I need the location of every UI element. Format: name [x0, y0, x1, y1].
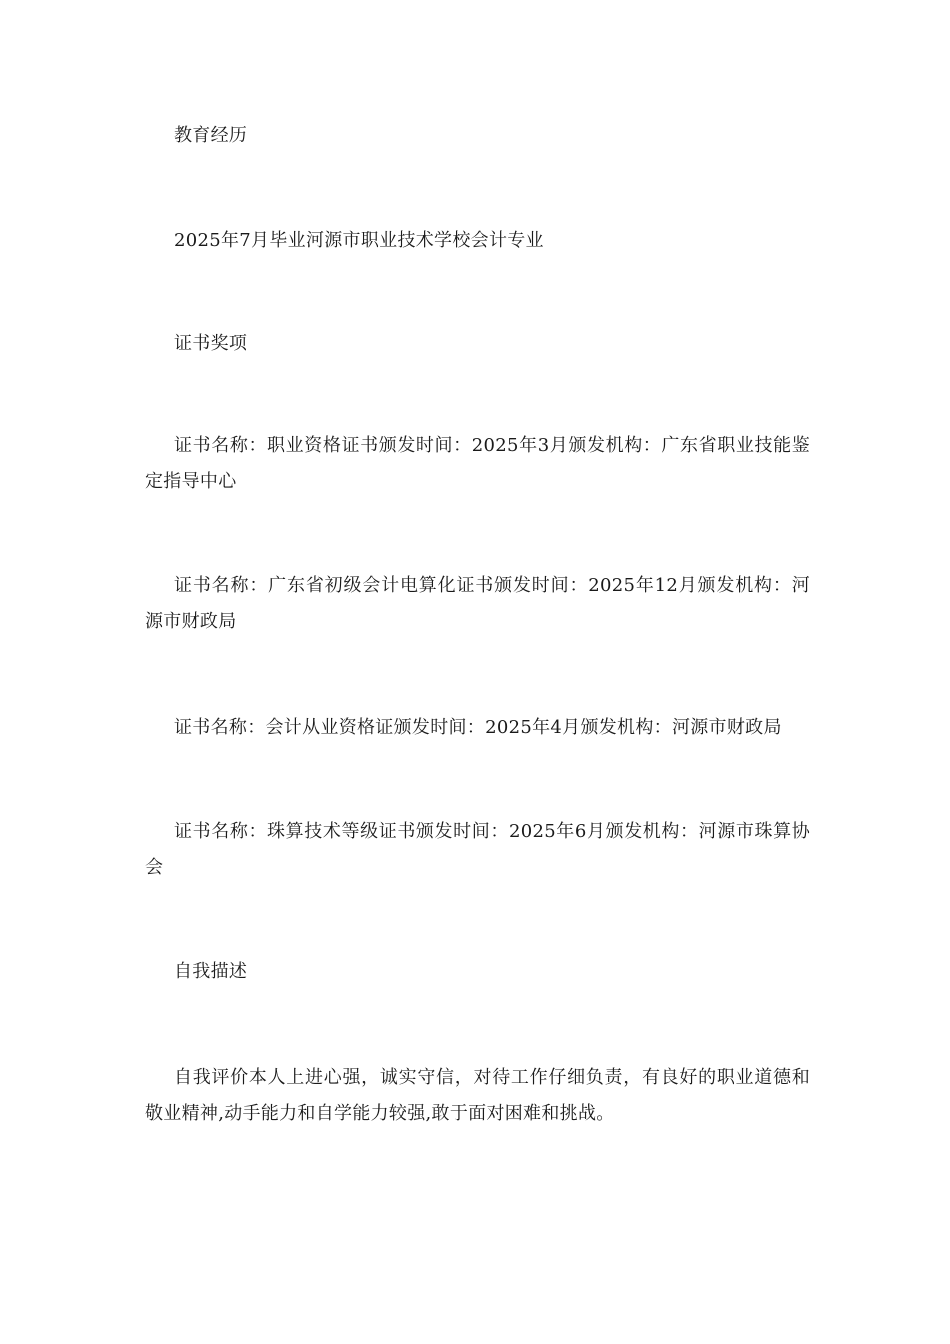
education-paragraph: 2025年7月毕业河源市职业技术学校会计专业 [174, 230, 544, 251]
certificate-paragraph-2: 证书名称：广东省初级会计电算化证书颁发时间：2025年12月颁发机构：河源市财政局 [145, 575, 810, 632]
section-heading-self-description: 自我描述 [174, 961, 248, 982]
section-heading-education: 教育经历 [174, 125, 248, 146]
self-description-paragraph: 自我评价本人上进心强，诚实守信，对待工作仔细负责，有良好的职业道德和敬业精神,动手能力和自学能力较强,敢于面对困难和挑战。 [145, 1067, 810, 1124]
certificate-paragraph-4: 证书名称：珠算技术等级证书颁发时间：2025年6月颁发机构：河源市珠算协会 [145, 821, 810, 878]
certificate-paragraph-1: 证书名称：职业资格证书颁发时间：2025年3月颁发机构：广东省职业技能鉴定指导中心 [145, 435, 810, 492]
certificate-paragraph-3: 证书名称：会计从业资格证颁发时间：2025年4月颁发机构：河源市财政局 [174, 717, 782, 738]
section-heading-certificates: 证书奖项 [174, 333, 248, 354]
